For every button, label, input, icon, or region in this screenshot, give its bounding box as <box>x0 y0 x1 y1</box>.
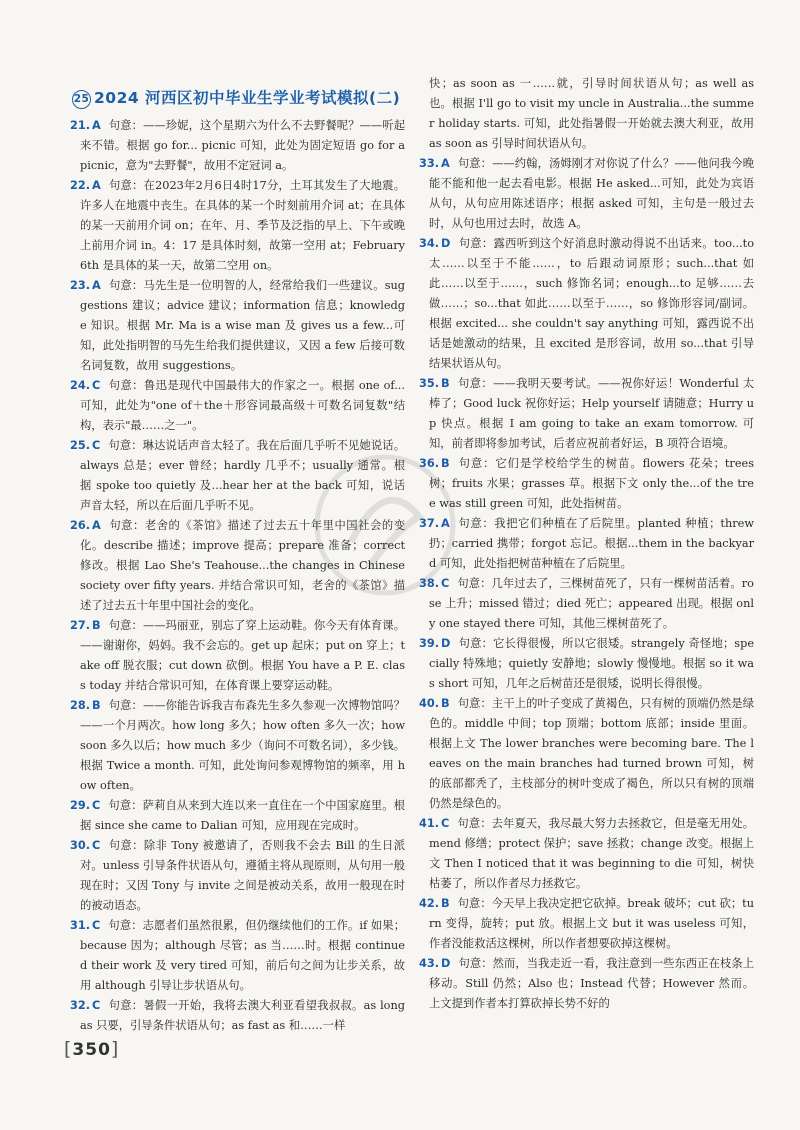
question-number-text: 40. <box>419 697 440 710</box>
page-number-value: 350 <box>72 1040 111 1060</box>
explanation-text: 句意：——我明天要考试。——祝你好运！Wonderful 太棒了；Good luck 祝你好运；Help yourself 请随意；Hurry up 快点。根据 I am going to take an exam tomorrow. 可知，前者即将参加考试，后者应祝前者好运，B 项符合语境。 <box>429 377 754 450</box>
explanation-text: 句意：琳达说话声音太轻了。我在后面几乎听不见她说话。always 总是；ever 曾经；hardly 几乎不；usually 通常。根据 spoke too quietly 及...hear her at the back 可知，说话声音太轻，所以在后面几乎听不见。 <box>80 439 405 512</box>
answer-letter: C <box>92 439 101 452</box>
answer-entry <box>70 796 405 836</box>
answer-entry <box>429 74 754 154</box>
answer-entry <box>419 574 754 634</box>
question-number-text: 39. <box>419 637 440 650</box>
explanation-text: 句意：马先生是一位明智的人，经常给我们一些建议。suggestions 建议；advice 建议；information 信息；knowledge 知识。根据 Mr. Ma is a wise man 及 gives us a few...可知，此处指明智的马先生给我们提供建议，又因 a few 后接可数名词复数，故用 suggestions。 <box>80 279 405 372</box>
explanation-text: 句意：——约翰，汤姆刚才对你说了什么？——他问我今晚能不能和他一起去看电影。根据 He asked...可知，此处为宾语从句，从句应用陈述语序；根据 asked 可知，主句是一般过去时，从句也用过去时，故选 A。 <box>429 157 754 230</box>
section-title: 2024 河西区初中毕业生学业考试模拟(二) <box>94 89 401 107</box>
answer-letter: C <box>441 577 450 590</box>
answer-entry <box>419 514 754 574</box>
answer-letter: B <box>441 457 450 470</box>
answer-letter: B <box>441 697 450 710</box>
question-number-text: 43. <box>419 957 440 970</box>
explanation-text: 句意：鲁迅是现代中国最伟大的作家之一。根据 one of...可知，此处为"one of＋the＋形容词最高级＋可数名词复数"结构，表示"最……之一"。 <box>80 379 405 432</box>
page-number: [350] <box>64 1038 120 1060</box>
question-number-text: 30. <box>70 839 91 852</box>
question-number-text: 32. <box>70 999 91 1012</box>
answer-entry <box>70 696 405 796</box>
answer-entry <box>419 374 754 454</box>
section-header <box>72 86 400 109</box>
answer-letter: B <box>92 619 101 632</box>
explanation-text: 句意：志愿者们虽然很累，但仍继续他们的工作。if 如果；because 因为；although 尽管；as 当……时。根据 continued their work 及 very tired 可知，前后句之间为让步关系，故用 although 引导让步状语从句。 <box>80 919 405 992</box>
question-number <box>70 519 101 532</box>
question-number-text: 42. <box>419 897 440 910</box>
question-number <box>419 517 450 530</box>
answer-letter: A <box>92 119 101 132</box>
answer-letter: D <box>441 237 451 250</box>
question-number <box>70 799 100 812</box>
question-number <box>419 457 450 470</box>
section-badge: 25 <box>72 90 91 109</box>
answer-letter: B <box>441 377 450 390</box>
answer-letter: A <box>92 519 101 532</box>
explanation-text: 句意：暑假一开始，我将去澳大利亚看望我叔叔。as long as 只要，引导条件状语从句；as fast as 和……一样 <box>80 999 405 1032</box>
question-number <box>70 119 101 132</box>
question-number-text: 28. <box>70 699 91 712</box>
question-number-text: 33. <box>419 157 440 170</box>
question-number-text: 34. <box>419 237 440 250</box>
explanation-text: 句意：去年夏天，我尽最大努力去拯救它，但是毫无用处。mend 修缮；protect 保护；save 拯救；change 改变。根据上文 Then I noticed that it was beginning to die 可知，树快枯萎了，所以作者尽力拯救它。 <box>429 817 754 890</box>
explanation-text: 句意：几年过去了，三棵树苗死了，只有一棵树苗活着。rose 上升；missed 错过；died 死亡；appeared 出现。根据 only one stayed there 可知，其他三棵树苗死了。 <box>429 577 754 630</box>
explanation-text: 句意：主干上的叶子变成了黄褐色，只有树的顶端仍然是绿色的。middle 中间；top 顶端；bottom 底部；inside 里面。根据上文 The lower branches were becoming bare. The leaves on the main branches had turned brown 可知，树的底部都秃了，主枝部分的树叶变成了褐色，所以只有树的顶端仍然是绿色的。 <box>429 697 754 810</box>
question-number-text: 35. <box>419 377 440 390</box>
question-number-text: 22. <box>70 179 91 192</box>
answer-letter: D <box>441 957 451 970</box>
question-number-text: 26. <box>70 519 91 532</box>
question-number-text: 21. <box>70 119 91 132</box>
answer-letter: C <box>441 817 450 830</box>
left-column <box>70 116 405 1036</box>
answer-letter: A <box>441 157 450 170</box>
question-number <box>419 577 449 590</box>
answer-entry <box>419 954 754 1014</box>
answer-entry <box>70 616 405 696</box>
question-number-text: 23. <box>70 279 91 292</box>
question-number-text: 37. <box>419 517 440 530</box>
answer-entry <box>419 154 754 234</box>
explanation-text: 句意：——珍妮，这个星期六为什么不去野餐呢？——听起来不错。根据 go for... picnic 可知，此处为固定短语 go for a picnic，意为"去野餐"，故用不定冠词 a。 <box>80 119 405 172</box>
question-number <box>419 157 450 170</box>
explanation-text: 句意：除非 Tony 被邀请了，否则我不会去 Bill 的生日派对。unless 引导条件状语从句，遵循主将从现原则，从句用一般现在时；又因 Tony 与 invite 之间是被动关系，故用一般现在时的被动语态。 <box>80 839 405 912</box>
explanation-text: 句意：萨莉自从来到大连以来一直住在一个中国家庭里。根据 since she came to Dalian 可知，应用现在完成时。 <box>80 799 405 832</box>
answer-letter: D <box>441 637 451 650</box>
answer-letter: B <box>92 699 101 712</box>
question-number <box>70 379 100 392</box>
question-number <box>419 237 450 250</box>
answer-entry <box>419 694 754 814</box>
question-number <box>70 279 101 292</box>
explanation-text: 句意：然而，当我走近一看，我注意到一些东西正在枝条上移动。Still 仍然；Also 也；Instead 代替；However 然而。上文提到作者本打算砍掉长势不好的 <box>429 957 754 1010</box>
explanation-text: 句意：我把它们种植在了后院里。planted 种植；threw 扔；carried 携带；forgot 忘记。根据...them in the backyard 可知，此处指把树苗种植在了后院里。 <box>429 517 754 570</box>
answer-entry <box>70 516 405 616</box>
explanation-text: 句意：露西听到这个好消息时激动得说不出话来。too...to 太……以至于不能……，to 后跟动词原形；such...that 如此……以至于……，such 修饰名词；enough...to 足够……去做……；so...that 如此……以至于……，so 修饰形容词/副词。根据 excited... she couldn't say anything 可知，露西说不出话是她激动的结果，且 excited 是形容词，故用 so...that 引导结果状语从句。 <box>429 237 754 370</box>
answer-entry <box>70 176 405 276</box>
answer-letter: C <box>92 919 101 932</box>
question-number-text: 36. <box>419 457 440 470</box>
answer-entry <box>70 916 405 996</box>
question-number-text: 25. <box>70 439 91 452</box>
question-number <box>70 839 100 852</box>
question-number-text: 24. <box>70 379 91 392</box>
question-number <box>419 377 450 390</box>
answer-entry <box>419 634 754 694</box>
answer-entry <box>70 436 405 516</box>
question-number <box>70 619 101 632</box>
answer-letter: A <box>92 279 101 292</box>
explanation-text: 句意：——玛丽亚，别忘了穿上运动鞋。你今天有体育课。——谢谢你，妈妈。我不会忘的。get up 起床；put on 穿上；take off 脱衣服；cut down 砍倒。根据 You have a P. E. class today 并结合常识可知，在体育课上要穿运动鞋。 <box>80 619 405 692</box>
answer-letter: C <box>92 379 101 392</box>
answer-entry <box>419 234 754 374</box>
question-number-text: 38. <box>419 577 440 590</box>
question-number <box>419 817 449 830</box>
question-number <box>70 439 100 452</box>
explanation-text: 句意：——你能告诉我吉布森先生多久参观一次博物馆吗？——一个月两次。how long 多久；how often 多久一次；how soon 多久以后；how much 多少（询问不可数名词），多少钱。根据 Twice a month. 可知，此处询问参观博物馆的频率，用 how often。 <box>80 699 405 792</box>
question-number <box>70 999 100 1012</box>
explanation-text: 快；as soon as 一……就，引导时间状语从句；as well as 也。根据 I'll go to visit my uncle in Australia...the summer holiday starts. 可知，此处指暑假一开始就去澳大利亚，故用 as soon as 引导时间状语从句。 <box>429 77 754 150</box>
answer-entry <box>70 116 405 176</box>
question-number-text: 41. <box>419 817 440 830</box>
answer-entry <box>419 894 754 954</box>
question-number <box>419 697 450 710</box>
right-column <box>419 74 754 1014</box>
question-number <box>70 919 100 932</box>
answer-entry <box>419 454 754 514</box>
answer-letter: B <box>441 897 450 910</box>
question-number-text: 31. <box>70 919 91 932</box>
question-number <box>70 179 101 192</box>
answer-letter: C <box>92 839 101 852</box>
answer-entry <box>70 276 405 376</box>
answer-letter: A <box>441 517 450 530</box>
question-number <box>419 637 450 650</box>
explanation-text: 句意：它们是学校给学生的树苗。flowers 花朵；trees 树；fruits 水果；grasses 草。根据下文 only the...of the tree was still green 可知，此处指树苗。 <box>429 457 754 510</box>
explanation-text: 句意：它长得很慢，所以它很矮。strangely 奇怪地；specially 特殊地；quietly 安静地；slowly 慢慢地。根据 so it was short 可知，几年之后树苗还是很矮，说明长得很慢。 <box>429 637 754 690</box>
question-number-text: 27. <box>70 619 91 632</box>
answer-entry <box>70 996 405 1036</box>
answer-entry <box>70 836 405 916</box>
question-number <box>419 957 450 970</box>
question-number <box>70 699 101 712</box>
explanation-text: 句意：老舍的《茶馆》描述了过去五十年里中国社会的变化。describe 描述；improve 提高；prepare 准备；correct 修改。根据 Lao She's Teahouse...the changes in Chinese society over fifty years. 并结合常识可知，老舍的《茶馆》描述了过去五十年里中国社会的变化。 <box>80 519 405 612</box>
explanation-text: 句意：在2023年2月6日4时17分，土耳其发生了大地震。许多人在地震中丧生。在具体的某一个时刻前用介词 at；在具体的某一天前用介词 on；在年、月、季节及泛指的早上、下午或晚上前用介词 in。4：17 是具体时刻，故第一空用 at；February 6th 是具体的某一天，故第二空用 on。 <box>80 179 405 272</box>
explanation-text: 句意：今天早上我决定把它砍掉。break 破坏；cut 砍；turn 变得，旋转；put 放。根据上文 but it was useless 可知，作者没能救活这棵树，所以作者想要砍掉这棵树。 <box>429 897 754 950</box>
question-number-text: 29. <box>70 799 91 812</box>
answer-letter: C <box>92 799 101 812</box>
answer-entry <box>70 376 405 436</box>
answer-entry <box>419 814 754 894</box>
answer-letter: A <box>92 179 101 192</box>
question-number <box>419 897 450 910</box>
answer-letter: C <box>92 999 101 1012</box>
